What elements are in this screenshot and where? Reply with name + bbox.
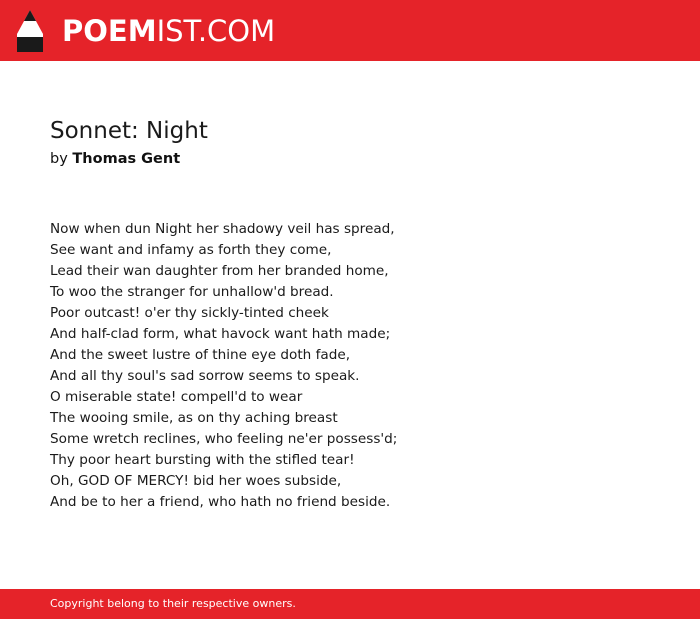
- site-footer: [0, 589, 700, 619]
- copyright-text: Copyright belong to their respective owners.: [50, 597, 296, 610]
- poem-line: And be to her a friend, who hath no friend beside.: [50, 494, 391, 510]
- poem-byline: [50, 149, 180, 169]
- site-header: [0, 0, 700, 61]
- poem-line: Now when dun Night her shadowy veil has spread,: [50, 221, 395, 237]
- site-logo-text: [62, 9, 275, 53]
- poem-line: Thy poor heart bursting with the stifled tear!: [50, 452, 355, 468]
- poem-line: Some wretch reclines, who feeling ne'er possess'd;: [50, 431, 398, 447]
- poem-title: Sonnet: Night: [50, 118, 208, 144]
- poem-line: See want and infamy as forth they come,: [50, 242, 332, 258]
- poem-line: O miserable state! compell'd to wear: [50, 389, 303, 405]
- by-label: by: [50, 151, 68, 167]
- poem-line: And the sweet lustre of thine eye doth fade,: [50, 347, 351, 363]
- poem-line: To woo the stranger for unhallow'd bread.: [50, 284, 334, 300]
- poem-line: Poor outcast! o'er thy sickly-tinted cheek: [50, 305, 329, 321]
- site-logo-link[interactable]: [17, 9, 275, 53]
- logo-light-part: IST.COM: [156, 14, 276, 48]
- poem-body: [50, 219, 397, 513]
- author-link[interactable]: Thomas Gent: [72, 151, 181, 167]
- logo-bold-part: POEM: [62, 14, 157, 48]
- pencil-tip-icon: [17, 10, 43, 52]
- poem-line: And half-clad form, what havock want hath made;: [50, 326, 391, 342]
- poem-line: Oh, GOD OF MERCY! bid her woes subside,: [50, 473, 342, 489]
- poem-line: Lead their wan daughter from her branded home,: [50, 263, 389, 279]
- poem-line: The wooing smile, as on thy aching breast: [50, 410, 338, 426]
- poem-line: And all thy soul's sad sorrow seems to speak.: [50, 368, 360, 384]
